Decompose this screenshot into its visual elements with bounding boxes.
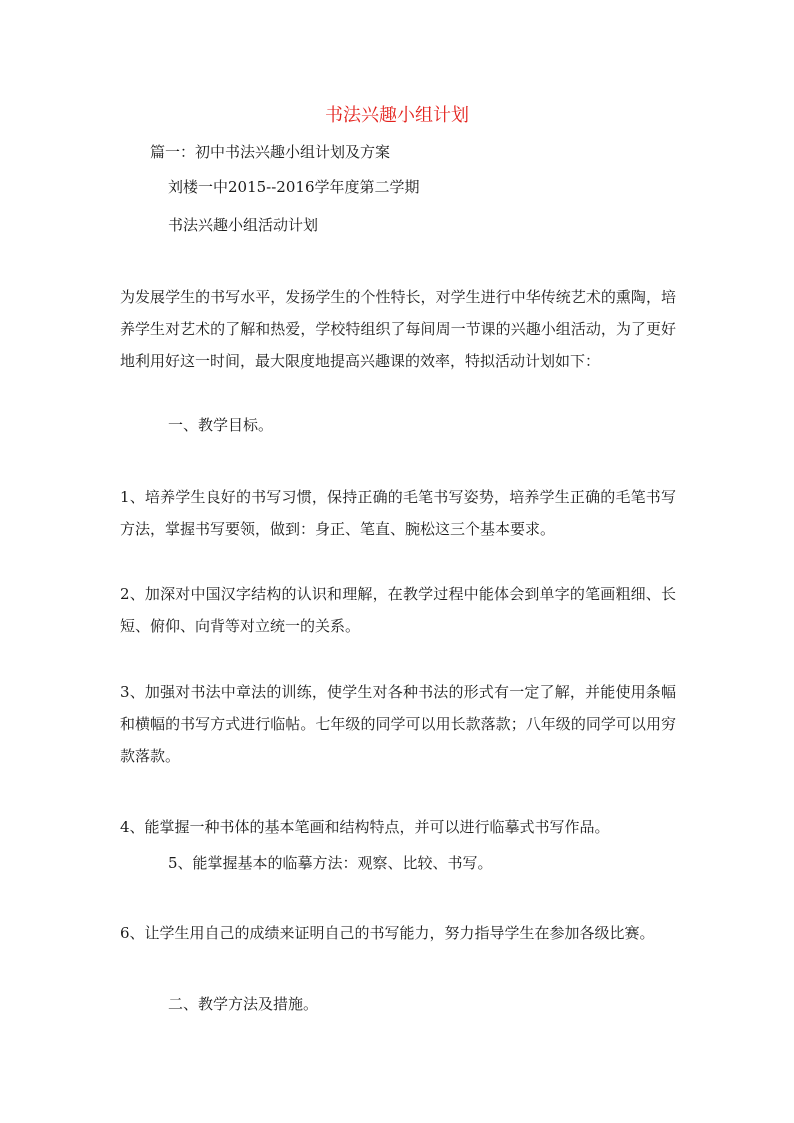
goal-item-5: 5、能掌握基本的临摹方法：观察、比较、书写。 bbox=[168, 854, 493, 872]
goal-item-4: 4、能掌握一种书体的基本笔画和结构特点，并可以进行临摹式书写作品。 bbox=[120, 818, 610, 836]
intro-paragraph: 为发展学生的书写水平，发扬学生的个性特长，对学生进行中华传统艺术的熏陶，培养学生对艺术的了解和热爱，学校特组织了每间周一节课的兴趣小组活动，为了更好地利用好这一时间，最大限度地提高兴趣课的效率，特拟活动计划如下： bbox=[120, 288, 676, 370]
goal-item-3: 3、加强对书法中章法的训练，使学生对各种书法的形式有一定了解，并能使用条幅和横幅的书写方式进行临帖。七年级的同学可以用长款落款；八年级的同学可以用穷款落款。 bbox=[120, 683, 676, 765]
plan-name-line: 书法兴趣小组活动计划 bbox=[168, 216, 319, 234]
section-heading-methods: 二、教学方法及措施。 bbox=[168, 995, 319, 1013]
goal-item-2: 2、加深对中国汉字结构的认识和理解，在教学过程中能体会到单字的笔画粗细、长短、俯仰、向背等对立统一的关系。 bbox=[120, 585, 676, 635]
goal-item-6: 6、让学生用自己的成绩来证明自己的书写能力，努力指导学生在参加各级比赛。 bbox=[120, 924, 655, 942]
document-title: 书法兴趣小组计划 bbox=[325, 105, 469, 126]
document-subtitle: 篇一：初中书法兴趣小组计划及方案 bbox=[150, 143, 391, 161]
section-heading-goals: 一、教学目标。 bbox=[168, 416, 274, 434]
school-term-line: 刘楼一中2015--2016学年度第二学期 bbox=[168, 178, 420, 196]
goal-item-1: 1、培养学生良好的书写习惯，保持正确的毛笔书写姿势，培养学生正确的毛笔书写方法，掌握书写要领，做到：身正、笔直、腕松这三个基本要求。 bbox=[120, 488, 676, 538]
